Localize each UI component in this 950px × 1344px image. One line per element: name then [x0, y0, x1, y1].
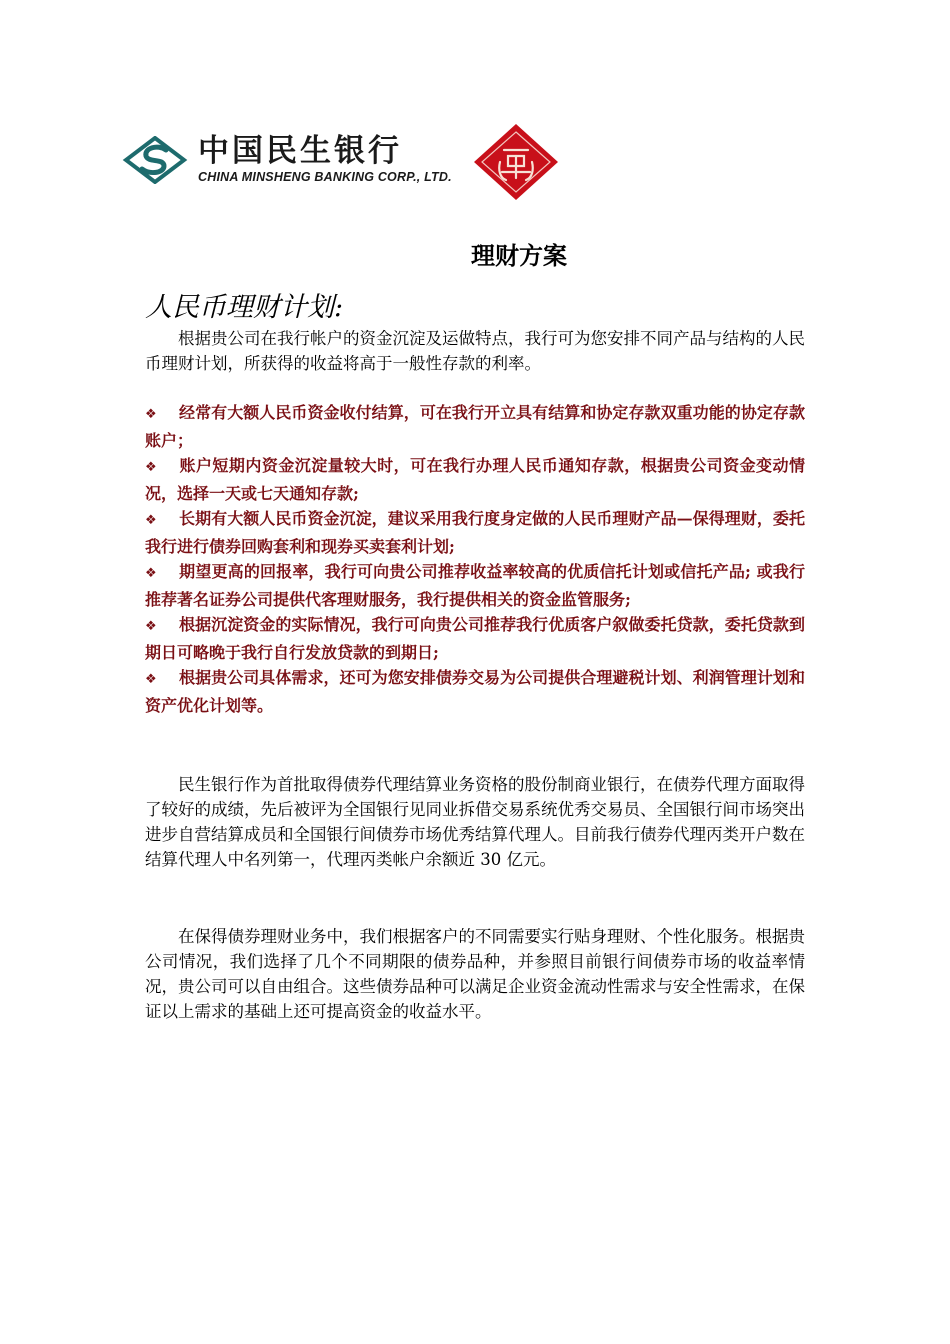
- list-item: [145, 612, 805, 665]
- bullet-icon: ❖: [145, 619, 157, 634]
- list-item: [145, 400, 805, 453]
- bullet-icon: ❖: [145, 672, 157, 687]
- page-title: 理财方案: [471, 242, 567, 270]
- paragraph-text: 在保得债券理财业务中，我们根据客户的不同需要实行贴身理财、个性化服务。根据贵公司情况，我们选择了几个不同期限的债券品种，并参照目前银行间债券市场的收益率情况，贵公司可以自由组合。这些债券品种可以满足企业资金流动性需求与安全性需求，在保证以上需求的基础上还可提高资金的收益水平。: [145, 927, 805, 1021]
- seal-icon: [470, 122, 562, 202]
- list-item: [145, 559, 805, 612]
- intro-text: 根据贵公司在我行帐户的资金沉淀及运做特点，我行可为您安排不同产品与结构的人民币理财计划，所获得的收益将高于一般性存款的利率。: [145, 329, 805, 373]
- bullet-text: 根据沉淀资金的实际情况，我行可向贵公司推荐我行优质客户叙做委托贷款，委托贷款到期日可略晚于我行自行发放贷款的到期日;: [145, 615, 805, 662]
- bank-name-en: CHINA MINSHENG BANKING CORP., LTD.: [198, 170, 452, 184]
- bullet-text: 期望更高的回报率，我行可向贵公司推荐收益率较高的优质信托计划或信托产品; 或我行推荐著名证券公司提供代客理财服务，我行提供相关的资金监管服务;: [145, 562, 805, 609]
- bullet-icon: ❖: [145, 460, 157, 475]
- bond-wealth-paragraph: [145, 924, 805, 1024]
- bullet-icon: ❖: [145, 566, 157, 581]
- bullet-text: 根据贵公司具体需求，还可为您安排债券交易为公司提供合理避税计划、利润管理计划和资产优化计划等。: [145, 668, 805, 715]
- list-item: [145, 665, 805, 718]
- bank-name-cn: 中国民生银行: [198, 133, 402, 169]
- bond-agency-paragraph: [145, 772, 805, 872]
- bullet-text: 长期有大额人民币资金沉淀，建议采用我行度身定做的人民币理财产品—保得理财，委托我行进行债券回购套利和现券买卖套利计划;: [145, 509, 805, 556]
- list-item: [145, 506, 805, 559]
- paragraph-text: 民生银行作为首批取得债券代理结算业务资格的股份制商业银行，在债券代理方面取得了较好的成绩，先后被评为全国银行见同业拆借交易系统优秀交易员、全国银行间市场突出进步自营结算成员和全国银行间债券市场优秀结算代理人。目前我行债券代理丙类开户数在结算代理人中名列第一，代理丙类帐户余额近 30 亿元。: [145, 775, 805, 869]
- bullet-list: [145, 400, 805, 718]
- section-heading: 人民币理财计划:: [145, 292, 344, 323]
- bullet-text: 账户短期内资金沉淀量较大时，可在我行办理人民币通知存款，根据贵公司资金变动情况，选择一天或七天通知存款;: [145, 456, 805, 503]
- bullet-icon: ❖: [145, 513, 157, 528]
- bullet-text: 经常有大额人民币资金收付结算，可在我行开立具有结算和协定存款双重功能的协定存款账户；: [145, 403, 805, 450]
- list-item: [145, 453, 805, 506]
- minsheng-logo-icon: [122, 136, 188, 184]
- intro-paragraph: [145, 326, 805, 376]
- bullet-icon: ❖: [145, 407, 157, 422]
